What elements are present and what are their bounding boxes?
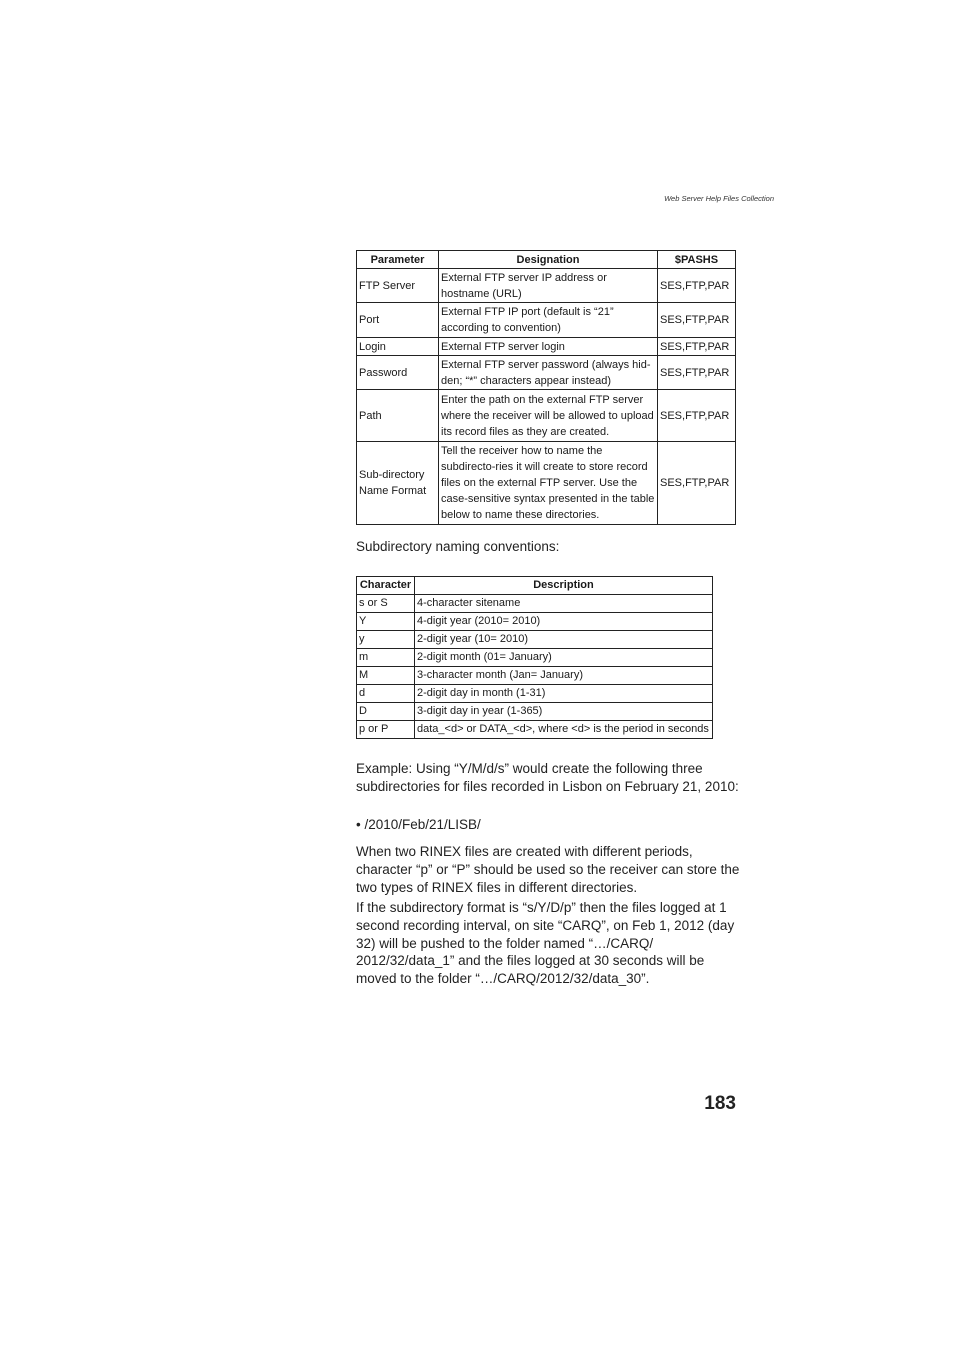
table-row — [357, 442, 736, 525]
description-cell: 2-digit day in month (1-31) — [415, 685, 713, 703]
table-row — [357, 390, 736, 442]
page-number: 183 — [704, 1093, 736, 1114]
table-row — [357, 613, 713, 631]
character-cell: s or S — [357, 595, 415, 613]
description-cell: 4-digit year (2010= 2010) — [415, 613, 713, 631]
table-row — [357, 631, 713, 649]
ftp-parameter-table — [356, 250, 736, 525]
description-cell: 2-digit year (10= 2010) — [415, 631, 713, 649]
designation-cell: Enter the path on the external FTP server where the receiver will be allowed to upload its record files as they are created. — [439, 390, 658, 442]
pashs-cell: SES,FTP,PAR — [658, 390, 736, 442]
pashs-cell: SES,FTP,PAR — [658, 356, 736, 390]
table-row — [357, 667, 713, 685]
character-cell: m — [357, 649, 415, 667]
character-cell: p or P — [357, 721, 415, 739]
table-row — [357, 338, 736, 356]
description-cell: 3-character month (Jan= January) — [415, 667, 713, 685]
pashs-cell: SES,FTP,PAR — [658, 303, 736, 338]
character-cell: d — [357, 685, 415, 703]
designation-cell: External FTP IP port (default is “21” according to convention) — [439, 303, 658, 338]
example-paragraph: Example: Using “Y/M/d/s” would create the following three subdirectories for files recorded in Lisbon on February 21, 2010: — [356, 761, 739, 794]
table-row — [357, 649, 713, 667]
bullet-item: • /2010/Feb/21/LISB/ — [356, 817, 481, 832]
table-row — [357, 303, 736, 338]
designation-cell: External FTP server IP address or hostname (URL) — [439, 269, 658, 303]
parameter-cell: Password — [357, 356, 439, 390]
rinex-paragraph: When two RINEX files are created with different periods, character “p” or “P” should be used so the receiver can store the two types of RINEX files in different directories. — [356, 844, 740, 895]
designation-cell: External FTP server password (always hid-den; “*” characters appear instead) — [439, 356, 658, 390]
parameter-cell: Path — [357, 390, 439, 442]
table-row — [357, 595, 713, 613]
pashs-cell: SES,FTP,PAR — [658, 442, 736, 525]
description-cell: 4-character sitename — [415, 595, 713, 613]
column-header-parameter: Parameter — [357, 251, 439, 269]
table-row — [357, 685, 713, 703]
table-header-row — [357, 577, 713, 595]
table-header-row — [357, 251, 736, 269]
character-cell: Y — [357, 613, 415, 631]
column-header-pashs: $PASHS — [658, 251, 736, 269]
character-cell: y — [357, 631, 415, 649]
parameter-cell: Login — [357, 338, 439, 356]
naming-convention-table — [356, 576, 713, 739]
running-header: Web Server Help Files Collection — [664, 194, 774, 203]
column-header-description: Description — [415, 577, 713, 595]
designation-cell: External FTP server login — [439, 338, 658, 356]
character-cell: D — [357, 703, 415, 721]
parameter-cell: FTP Server — [357, 269, 439, 303]
table-row — [357, 721, 713, 739]
character-cell: M — [357, 667, 415, 685]
table-row — [357, 269, 736, 303]
description-cell: 3-digit day in year (1-365) — [415, 703, 713, 721]
pashs-cell: SES,FTP,PAR — [658, 269, 736, 303]
column-header-character: Character — [357, 577, 415, 595]
parameter-cell: Sub-directory Name Format — [357, 442, 439, 525]
description-cell: data_<d> or DATA_<d>, where <d> is the period in seconds — [415, 721, 713, 739]
table-row — [357, 703, 713, 721]
table-row — [357, 356, 736, 390]
subdirectory-format-paragraph: If the subdirectory format is “s/Y/D/p” then the files logged at 1 second recording interval, on site “CARQ”, on Feb 1, 2012 (day 32) will be pushed to the folder named “…/CARQ/ 2012/32/data_1” and the files logged at 30 seconds will be moved to the folder “…/CARQ/2012/32/data_30”. — [356, 900, 735, 987]
column-header-designation: Designation — [439, 251, 658, 269]
description-cell: 2-digit month (01= January) — [415, 649, 713, 667]
parameter-cell: Port — [357, 303, 439, 338]
designation-cell: Tell the receiver how to name the subdirecto-ries it will create to store record files on the external FTP server. Use the case-sensitive syntax presented in the table below to name these directories. — [439, 442, 658, 525]
pashs-cell: SES,FTP,PAR — [658, 338, 736, 356]
table-caption: Subdirectory naming conventions: — [356, 539, 560, 554]
